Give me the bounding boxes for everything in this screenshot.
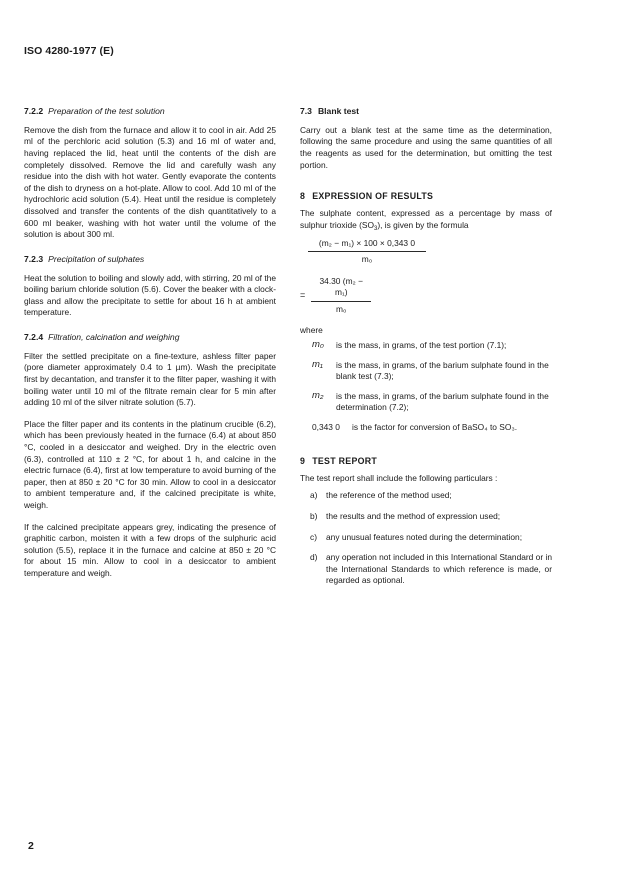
section-7-2-4-paragraph-3: If the calcined precipitate appears grey, indicating the presence of graphitic carbon, moisten it with a few drops of the sulphuric acid solution (5.5), replace it in the furnace and calcine at 850 ± 20 °C for about 15 min. Allow to cool in a desiccator to ambient temperature and weigh. [24, 521, 276, 578]
item-label: d) [310, 552, 318, 563]
page-number: 2 [28, 840, 34, 852]
section-title: Blank test [317, 106, 360, 116]
item-label: b) [310, 510, 318, 521]
section-title: Preparation of the test solution [48, 106, 165, 116]
report-items [300, 490, 552, 587]
report-intro: The test report shall include the following particulars : [300, 472, 498, 483]
definition-factor [312, 422, 552, 434]
formula-numerator: (m₂ − m₁) × 100 × 0,343 0 [308, 238, 426, 253]
section-title: TEST REPORT [312, 455, 378, 466]
item-text: any unusual features noted during the determination; [326, 531, 523, 542]
list-item [310, 532, 552, 544]
formula-denominator: m₀ [336, 303, 347, 314]
section-7-2-4-paragraph-2: Place the filter paper and its contents in the platinum crucible (6.2), which has been previously heated in the furnace (6.4) at about 850 °C, cooled in a desiccator and weighed. Dry in the electric oven (6.3), controlled at 110 ± 2 °C, for about 1 h, and calcine in the electric furnace (6.4), first at low temperature to avoid burning of the paper, then at 850 ± 20 °C for 30 min. Allow to cool in a desiccator to ambient temperature and, if the calcined precipitate is white, weigh. [24, 418, 276, 511]
section-title: EXPRESSION OF RESULTS [312, 191, 434, 202]
section-number: 7.2.4 [24, 332, 44, 343]
symbol: m₀ [312, 339, 324, 351]
section-7-2-2-heading [24, 106, 276, 118]
symbol: 0,343 0 [312, 422, 340, 433]
section-number: 7.3 [300, 106, 312, 116]
list-item [310, 552, 552, 587]
results-intro: The sulphate content, expressed as a percentage by mass of sulphur trioxide $(SO_3)$, is given by the formula [300, 208, 552, 232]
section-9-heading [300, 455, 552, 467]
section-number: 7.2.2 [24, 106, 44, 116]
definition-text: is the mass, in grams, of the barium sulphate found in the blank test (7.3); [336, 359, 549, 382]
formula-simplified [300, 276, 552, 316]
variable-definitions [300, 340, 552, 434]
section-number: 8 [300, 191, 306, 202]
item-text: the reference of the method used; [326, 490, 452, 501]
item-text: the results and the method of expression used; [326, 510, 501, 521]
right-column [300, 106, 552, 596]
document-id-header: ISO 4280-1977 (E) [24, 45, 114, 57]
section-number: 7.2.3 [24, 253, 44, 264]
section-number: 9 [300, 455, 306, 466]
left-column [24, 106, 276, 580]
item-text: any operation not included in this International Standard or in the International Standards to which reference is made, or regarded as optional. [326, 552, 552, 586]
formula-full [300, 238, 552, 266]
section-7-2-3-body: Heat the solution to boiling and slowly add, with stirring, 20 ml of the boiling barium chloride solution (5.6). Cover the beaker with a clock-glass and allow the precipitate to settle for about 16 h at ambient temperature. [24, 272, 276, 318]
formula-numerator: 34.30 (m₂ − m₁) [311, 276, 371, 302]
equals-sign: = [300, 290, 306, 301]
definition-text: is the mass, in grams, of the barium sulphate found in the determination (7.2); [336, 390, 549, 413]
section-7-2-4-paragraph-1: Filter the settled precipitate on a fine-texture, ashless filter paper (pore diameter approximately 0.4 to 1 µm). Wash the precipitate first by decantation, and transfer it to the filter paper, washing it with boiling water until 10 ml of the filtrate remain clear for 5 min after adding 10 ml of the silver nitrate solution (5.7). [24, 350, 276, 408]
section-7-3-body: Carry out a blank test at the same time as the determination, following the same procedure and using the same quantities of all the reagents as used for the determination, but omitting the test portion. [300, 124, 552, 170]
section-7-2-2-body: Remove the dish from the furnace and allow it to cool in air. Add 25 ml of the perchloric acid solution (5.3) and 16 ml of water and, having replaced the lid, heat until the contents of the dish are completely dissolved. Remove the lid and carefully wash any residue into the dish with hot water. Gently evaporate the contents of the dish to dryness on a hot-plate. Allow to cool. Add 10 ml of the hydrochloric acid solution (5.4). Heat until the residue is completely dissolved and transfer the contents of the dish quantitatively to a 600 ml beaker, washing with hot water until the volume of the solution is about 300 ml. [24, 124, 276, 240]
definition-text: is the mass, in grams, of the test portion (7.1); [336, 340, 507, 351]
formula-denominator: m₀ [361, 254, 373, 265]
item-label: c) [310, 531, 317, 542]
section-7-3-heading [300, 106, 552, 118]
where-label: where [300, 324, 323, 335]
definition-m2 [312, 391, 552, 414]
list-item [310, 511, 552, 523]
definition-m0 [312, 340, 552, 352]
symbol: m₁ [312, 358, 323, 370]
section-title: Precipitation of sulphates [48, 253, 145, 264]
list-item [310, 490, 552, 502]
section-7-2-4-heading [24, 332, 276, 344]
definition-m1 [312, 360, 552, 383]
section-7-2-3-heading [24, 254, 276, 266]
section-8-heading [300, 190, 552, 202]
definition-text: is the factor for conversion of BaSO₄ to SO₃. [352, 422, 518, 433]
section-title: Filtration, calcination and weighing [48, 332, 180, 343]
symbol: m₂ [312, 389, 324, 401]
item-label: a) [310, 490, 318, 501]
